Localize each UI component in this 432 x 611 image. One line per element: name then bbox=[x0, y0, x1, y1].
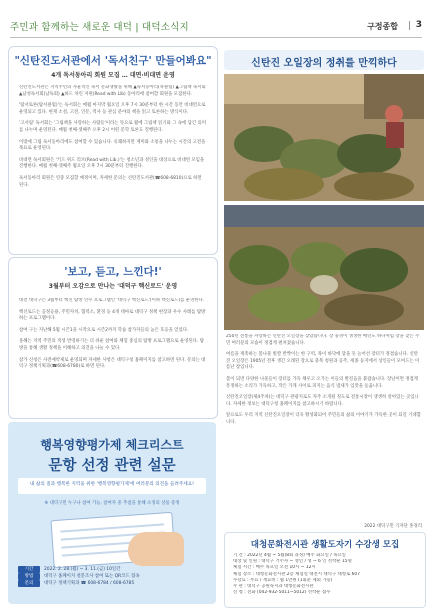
masthead-title: 주민과 함께하는 새로운 대덕 | 대덕소식지 bbox=[10, 22, 189, 33]
info-value: 2022. 2. 28.(월) ~ 3. 11.(금) 10일간 bbox=[44, 567, 121, 572]
paragraph: 이밖에 그림 독서동아리에도 참여할 수 있습니다. 유쾌하지만 재미와 소통을 나누는 시간의 고전을 목표로 운영된다. bbox=[19, 139, 206, 152]
market-photo-1-image bbox=[224, 74, 424, 201]
poster-banner bbox=[18, 478, 206, 494]
paragraph: 핵신로드는 공정응용, 주민자치, 협력소, 환경 등 4개 테마로 대덕구 정책 현장과 우수 사례를 탐방하는 프로그램이다. bbox=[19, 309, 206, 322]
market-photo-1 bbox=[224, 74, 424, 201]
paragraph: 앞으로도 우리 지역 신탄진오일장이 더욱 활성화되어 주민들의 삶의 이야기가 가득한 곳이 되길 기대합니다. bbox=[226, 413, 421, 425]
notice-item: 체험 시간 : 매주 목요일 오전 10시 ~ 12시 bbox=[233, 565, 316, 571]
paragraph: 올해는 지역 주민의 적성 반영하기는 더 쉬운 참여와 체험 중심의 탐방 프로그램으로 운영된다. 탐방을 통해 생활 정책을 이해하고 의견을 나눌 수 있다. bbox=[19, 339, 204, 351]
market-photo-2 bbox=[224, 205, 424, 330]
article-title: 신탄진 오일장의 정취를 만끽하다 bbox=[251, 58, 397, 69]
info-value: 대덕구 정책기획과 ☎ 608-6784 / 608-6785 bbox=[44, 581, 135, 586]
pottery-class-notice bbox=[224, 532, 426, 608]
poster-note bbox=[18, 498, 206, 510]
article-subtitle: 4개 독서동아리 회원 모집 … 대면·비대면 운영 bbox=[51, 72, 175, 79]
section-label: 구정종합 bbox=[367, 22, 398, 31]
info-key: 문의 bbox=[18, 580, 40, 587]
poster-subtitle: 문항 선정 관련 설문 bbox=[48, 458, 176, 474]
info-key: 기간 bbox=[18, 566, 40, 573]
info-key: 방법 bbox=[18, 573, 40, 580]
notice-details bbox=[233, 553, 419, 596]
notice-item: 수강료 : 무료 / 재료비 : 월 1만원 (1회분 제외 가능) bbox=[233, 577, 333, 583]
page-header bbox=[0, 0, 432, 40]
notice-item: 주 관 : 대덕구 공원녹지과 대청문화전시관 bbox=[233, 584, 314, 590]
library-book-club-article bbox=[8, 46, 218, 255]
paragraph: 참가 신청은 사전예약제로 운영되며 자세한 사항은 대덕구청 홈페이지를 참고하면 된다. 문의는 대덕구 정책기획과(☎608-6780)로 하면 된다. bbox=[19, 357, 206, 370]
paragraph: 대전 대덕구는 3월부터 핵신 탐방 연수 프로그램인 '대덕구 핵신로드'(이하 핵신로드)를 운영한다. bbox=[19, 298, 205, 303]
article-body bbox=[19, 85, 207, 248]
article-title: "신탄진도서관에서 '독서친구' 만들어봐요" bbox=[14, 55, 212, 67]
poster-info bbox=[18, 566, 206, 587]
notice-item: 기 간 : 2022년 4월 ~ 5월(8회 과정) 매주 화요일 / 목요일 bbox=[233, 553, 346, 558]
notice-title: 대청문화전시관 생활도자기 수강생 모집 bbox=[250, 540, 400, 550]
poster-note-text: ※ 대덕구민 누구나 참여 가능, 참여자 중 추첨을 통해 소정의 상품 증정 bbox=[44, 501, 180, 506]
article-body bbox=[19, 298, 207, 414]
poster-info-row bbox=[18, 573, 206, 580]
survey-poster bbox=[8, 422, 216, 604]
paragraph: 비대면 독서회원은 '키드 위드 리브(Read with Lib.)'는 청소년과 성인을 대상으로 비대면 모임을 진행한다. 매월 첫째·셋째주 월요일 오후 7시 30분부터 진행한다. bbox=[19, 157, 205, 170]
info-value: 대덕구 홈페이지 설문조사 참여 또는 QR코드 접속 bbox=[44, 574, 140, 579]
poster-info-row bbox=[18, 580, 206, 587]
paragraph: 250년 전통을 자랑하는 신탄진 오일장을 찾았습니다. 장 풍경이 생생한 매년도 하나처럼 장을 찾는 주민 여러분의 모습이 정겹게 펼쳐졌습니다. bbox=[226, 334, 420, 346]
header-divider bbox=[10, 37, 422, 38]
paragraph: 봄이 되면 다양한 나물들이 장터를 가득 채우고 오가는 이들의 발걸음을 붙잡습니다. 장날이면 정겹게 흥정하는 소리가 가득하고, 작은 가게 사이로 퍼지는 음식 냄새가 입맛을 돋웁니다. bbox=[226, 376, 419, 389]
poster-title: 행복영향평가제 체크리스트 bbox=[40, 438, 184, 452]
hand-illustration bbox=[128, 532, 184, 566]
article-subtitle: 3월부터 오감으로 만나는 '대덕구 핵신로드' 운영 bbox=[48, 283, 178, 290]
market-article-body bbox=[226, 334, 422, 528]
market-article-title-bar bbox=[224, 50, 424, 70]
innovation-road-article bbox=[8, 257, 218, 419]
paragraph: 신탄진오일장(제4주차)는 대덕구 관광지로도 자주 소개될 정도로 전통시장이 생생히 살아있는 곳입니다. 자세한 정보는 대덕구청 홈페이지를 참고하시기 바랍니다. bbox=[226, 395, 419, 407]
article-credit: 2022 대덕구민 기자단 홍경리 bbox=[364, 524, 422, 529]
market-photo-2-image bbox=[224, 205, 424, 330]
paragraph: '탐서토론(탐서클럽)'는 독서회는 매월 마지막 월요일 오후 7시 30분부터 한 시간 동안 비대면으로 운영되고 있다. 현재 소설, 고전, 인문, 역사 등 관심 분야의 책을 읽고 토론하는 방식이다. bbox=[19, 103, 206, 115]
article-title: '보고, 듣고, 느낀다!' bbox=[64, 266, 162, 278]
paragraph: 여름을 재촉하는 봄나물 빛깔 반짝이는 한 구역, 목이 바닥에 닿을 듯 늘어선 장터가 정겹습니다. 신탄진 오일장은 1905년 전후 생긴 오래된 장으로 충북 청원과 공주, 세종 등지에서 상인들이 모여드는 이름난 장입니다. bbox=[226, 352, 420, 371]
poster-banner-text: 내 삶의 질과 행복한 지역을 위한 '행복영향평가제'에 여러분의 의견을 들려주세요! bbox=[30, 482, 194, 487]
notice-item: 대상 및 인원 : 대덕구 거주자 ~ 성인 / 성 ~ 6 인 선착순 15명 bbox=[233, 559, 352, 565]
notice-item: 체험 장소 : 대청문화전시관 2층 체험실 대전시 대덕구 대청로 607 bbox=[233, 571, 361, 577]
poster-info-row bbox=[18, 566, 206, 573]
notice-item: 신 청 : 전화 (042-932-5011~5012) 선착순 접수 bbox=[233, 590, 331, 596]
paragraph: 독서동아리 회원은 연중 모집할 예정이며, 자세한 문의는 신탄진도서관(☎608-6810)으로 하면 된다. bbox=[19, 175, 202, 188]
paragraph: 신탄진도서관은 지역주민의 자율적인 독서 문화생활을 위해 ▲독서동아리(북클럽) ▲그림책 독서회 ▲남성독서회(남독회) ▲하드 차린 저편(Read with Lib) 동아리에 참여할 회원을 모집한다. bbox=[19, 85, 206, 97]
page-number: 3 bbox=[415, 20, 422, 30]
paragraph: '고서림' 독서회는 '그림책을 사랑하는 사람들'이라는 뜻으로 월에 그림책 읽기와 그 속에 담긴 의미를 나누며 운영된다. 매월 첫째·셋째주 오후 2시 어떤 문학 토론도 진행된다. bbox=[19, 121, 206, 133]
paragraph: 참여 구는 지난해 5월 시즌1을 시작으로 시즌2까지 학습 참가자들의 높은 호응을 얻었다. bbox=[19, 327, 189, 333]
